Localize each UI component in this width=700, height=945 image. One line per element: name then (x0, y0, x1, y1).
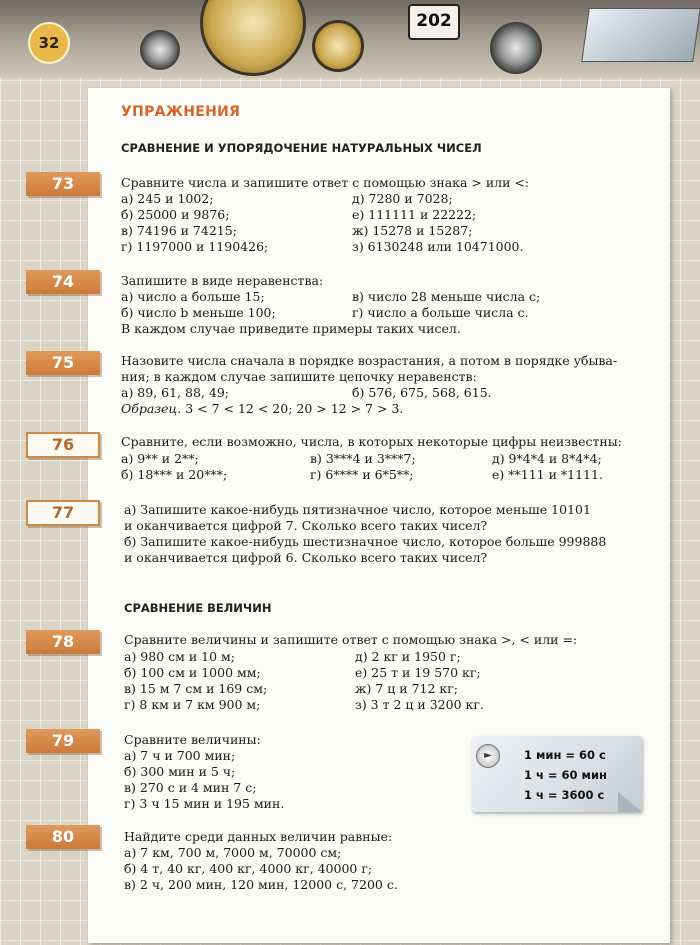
exercise-80-a: а) 7 км, 700 м, 7000 м, 70000 см; (124, 845, 342, 860)
stopwatch-illustration (312, 20, 364, 72)
exercise-number-73: 73 (26, 172, 100, 196)
exercise-74-v: в) число 28 меньше числа c; (352, 289, 541, 304)
exercise-number-80: 80 (26, 825, 100, 849)
exercise-74-b: б) число b меньше 100; (121, 305, 276, 320)
time-units-note (472, 736, 642, 812)
exercise-75-b: б) 576, 675, 568, 615. (352, 385, 492, 400)
exercise-76-d: д) 9*4*4 и 8*4*4; (492, 451, 602, 466)
exercise-number-79: 79 (26, 729, 100, 753)
exercise-75-line1: Назовите числа сначала в порядке возрастания, а потом в порядке убыва- (121, 353, 618, 368)
exercise-78-a: а) 980 см и 10 м; (124, 649, 235, 664)
exercise-79-a: а) 7 ч и 700 мин; (124, 748, 236, 763)
exercise-73-e: е) 111111 и 22222; (352, 207, 477, 222)
race-number-plate: 202 (408, 4, 460, 40)
exercise-80-intro: Найдите среди данных величин равные: (124, 829, 393, 844)
exercise-80-b: б) 4 т, 40 кг, 400 кг, 4000 кг, 40000 г; (124, 861, 373, 876)
gear-illustration (140, 30, 180, 70)
sample-text: 3 < 7 < 12 < 20; 20 > 12 > 7 > 3. (185, 401, 404, 416)
exercise-78-e: е) 25 т и 19 570 кг; (355, 665, 481, 680)
clock-illustration (200, 0, 306, 76)
exercise-77-line1: а) Запишите какое-нибудь пятизначное число, которое меньше 10101 (124, 502, 591, 517)
exercise-number-77: 77 (26, 500, 100, 526)
exercise-78-b: б) 100 см и 1000 мм; (124, 665, 261, 680)
exercise-73-v: в) 74196 и 74215; (121, 223, 237, 238)
sample-label: Образец. (121, 401, 182, 416)
exercise-73-intro: Сравните числа и запишите ответ с помощью знака > или <: (121, 175, 530, 190)
exercise-number-75: 75 (26, 351, 100, 375)
page-curl-decoration (618, 792, 642, 812)
exercise-77-line2: и оканчивается цифрой 7. Сколько всего таких чисел? (124, 518, 488, 533)
exercise-73-d: д) 7280 и 7028; (352, 191, 453, 206)
exercise-73-zh: ж) 15278 и 15287; (352, 223, 473, 238)
exercise-73-a: а) 245 и 1002; (121, 191, 214, 206)
exercise-80-v: в) 2 ч, 200 мин, 120 мин, 12000 с, 7200 с. (124, 877, 398, 892)
exercise-75-line2: ния; в каждом случае запишите цепочку неравенств: (121, 369, 477, 384)
exercise-77-line3: б) Запишите какое-нибудь шестизначное число, которое больше 999888 (124, 534, 607, 549)
exercise-number-78: 78 (26, 630, 100, 654)
exercise-76-e: е) **111 и *1111. (492, 467, 603, 482)
exercise-75-sample (121, 401, 403, 417)
exercise-74-intro: Запишите в виде неравенства: (121, 273, 324, 288)
exercise-73-z: з) 6130248 или 10471000. (352, 239, 524, 254)
dashboard-panel-illustration (581, 8, 700, 62)
exercise-73-g: г) 1197000 и 1190426; (121, 239, 269, 254)
exercise-78-v: в) 15 м 7 см и 169 см; (124, 681, 268, 696)
exercise-76-b: б) 18*** и 20***; (121, 467, 228, 482)
exercise-number-74: 74 (26, 270, 100, 294)
exercise-number-76: 76 (26, 432, 100, 458)
exercise-77-line4: и оканчивается цифрой 6. Сколько всего таких чисел? (124, 550, 488, 565)
note-line-1: 1 мин = 60 с (524, 748, 606, 762)
exercise-76-a: а) 9** и 2**; (121, 451, 199, 466)
exercise-76-intro: Сравните, если возможно, числа, в которых некоторые цифры неизвестны: (121, 434, 622, 449)
header-banner-image (0, 0, 700, 78)
exercise-78-intro: Сравните величины и запишите ответ с помощью знака >, < или =: (124, 632, 578, 647)
exercise-79-intro: Сравните величины: (124, 732, 261, 747)
note-line-2: 1 ч = 60 мин (524, 768, 607, 782)
section-heading-numbers: СРАВНЕНИЕ И УПОРЯДОЧЕНИЕ НАТУРАЛЬНЫХ ЧИСЕЛ (121, 141, 482, 155)
play-icon: ► (476, 744, 500, 768)
wheel-illustration (490, 22, 542, 74)
exercise-79-v: в) 270 с и 4 мин 7 с; (124, 780, 257, 795)
exercise-74-outro: В каждом случае приведите примеры таких чисел. (121, 321, 461, 336)
exercise-78-z: з) 3 т 2 ц и 3200 кг. (355, 697, 484, 712)
exercise-78-zh: ж) 7 ц и 712 кг; (355, 681, 458, 696)
exercise-79-g: г) 3 ч 15 мин и 195 мин. (124, 796, 285, 811)
exercise-76-v: в) 3***4 и 3***7; (310, 451, 416, 466)
note-line-3: 1 ч = 3600 с (524, 788, 605, 802)
exercise-79-b: б) 300 мин и 5 ч; (124, 764, 236, 779)
exercise-74-g: г) число a больше числа c. (352, 305, 529, 320)
exercise-76-g: г) 6**** и 6*5**; (310, 467, 414, 482)
exercise-73-b: б) 25000 и 9876; (121, 207, 230, 222)
exercise-75-a: а) 89, 61, 88, 49; (121, 385, 229, 400)
page-number: 32 (28, 22, 70, 64)
exercise-78-d: д) 2 кг и 1950 г; (355, 649, 461, 664)
page-title: УПРАЖНЕНИЯ (121, 104, 241, 120)
exercise-78-g: г) 8 км и 7 км 900 м; (124, 697, 261, 712)
exercise-74-a: а) число a больше 15; (121, 289, 265, 304)
section-heading-quantities: СРАВНЕНИЕ ВЕЛИЧИН (124, 601, 272, 615)
